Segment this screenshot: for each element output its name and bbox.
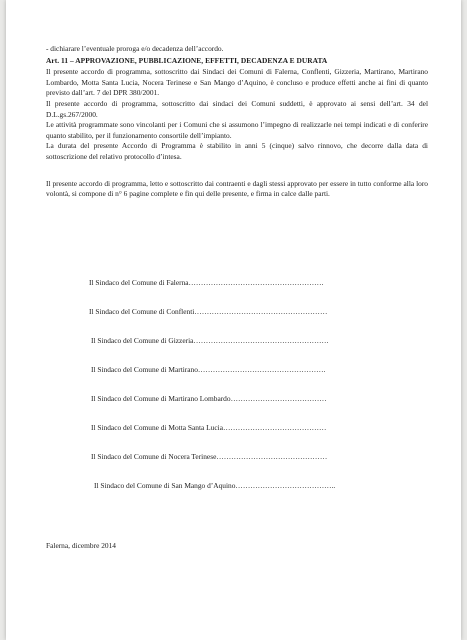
signature-line-motta-santa-lucia: Il Sindaco del Comune di Motta Santa Lucia…………………………………… [91,423,327,432]
paragraph-3: Le attività programmate sono vincolanti per i Comuni che si assumono l’impegno di realizzarle nei tempi indicati e di conferire quanto stabilito, per il funzionamento consortile dell’impianto. [46,120,428,140]
closing-paragraph: Il presente accordo di programma, letto e sottoscritto dai contraenti e dagli stessi approvato per essere in tutto conforme alla loro volontà, si compone di n° 6 pagine complete e fin qui delle presente, e firma in calce dalle parti. [46,178,428,199]
signature-line-falerna: Il Sindaco del Comune di Falerna………………………………………………. [89,278,324,287]
paragraph-2: Il presente accordo di programma, sottoscritto dai sindaci dei Comuni suddetti, è approvato ai sensi dell’art. 34 del D.L.gs.267/2000. [46,98,428,119]
paragraph-4: La durata del presente Accordo di Programma è stabilito in anni 5 (cinque) salvo rinnovo, che decorre dalla data di sottoscrizione del relativo protocollo d’intesa. [46,141,428,161]
signature-line-martirano-lombardo: Il Sindaco del Comune di Martirano Lombardo………………………………… [91,394,327,403]
document-body [46,44,428,200]
signature-line-martirano: Il Sindaco del Comune di Martirano……………………………………………. [91,365,326,374]
intro-line: - dichiarare l’eventuale proroga e/o decadenza dell’accordo. [46,44,224,53]
place-and-date: Falerna, dicembre 2014 [46,541,116,550]
paragraph-1: Il presente accordo di programma, sottoscritto dai Sindaci dei Comuni di Falerna, Conflenti, Gizzeria, Martirano, Martirano Lombardo, Motta Santa Lucia, Nocera Terinese e San Mango d’Aquino, è concluso e produce effetti anche ai fini di quanto previsto dall’art. 7 del DPR 380/2001. [46,67,428,98]
signature-line-conflenti: Il Sindaco del Comune di Conflenti……………………………………………… [89,307,328,316]
signature-line-gizzeria: Il Sindaco del Comune di Gizzeria………………………………………………. [91,336,329,345]
article-title: Art. 11 – APPROVAZIONE, PUBBLICAZIONE, EFFETTI, DECADENZA E DURATA [46,55,328,65]
signature-line-nocera-terinese: Il Sindaco del Comune di Nocera Terinese……………………………………… [91,452,328,461]
signature-line-san-mango: Il Sindaco del Comune di San Mango d’Aquino………………………………….. [94,481,336,490]
document-page [6,0,461,640]
